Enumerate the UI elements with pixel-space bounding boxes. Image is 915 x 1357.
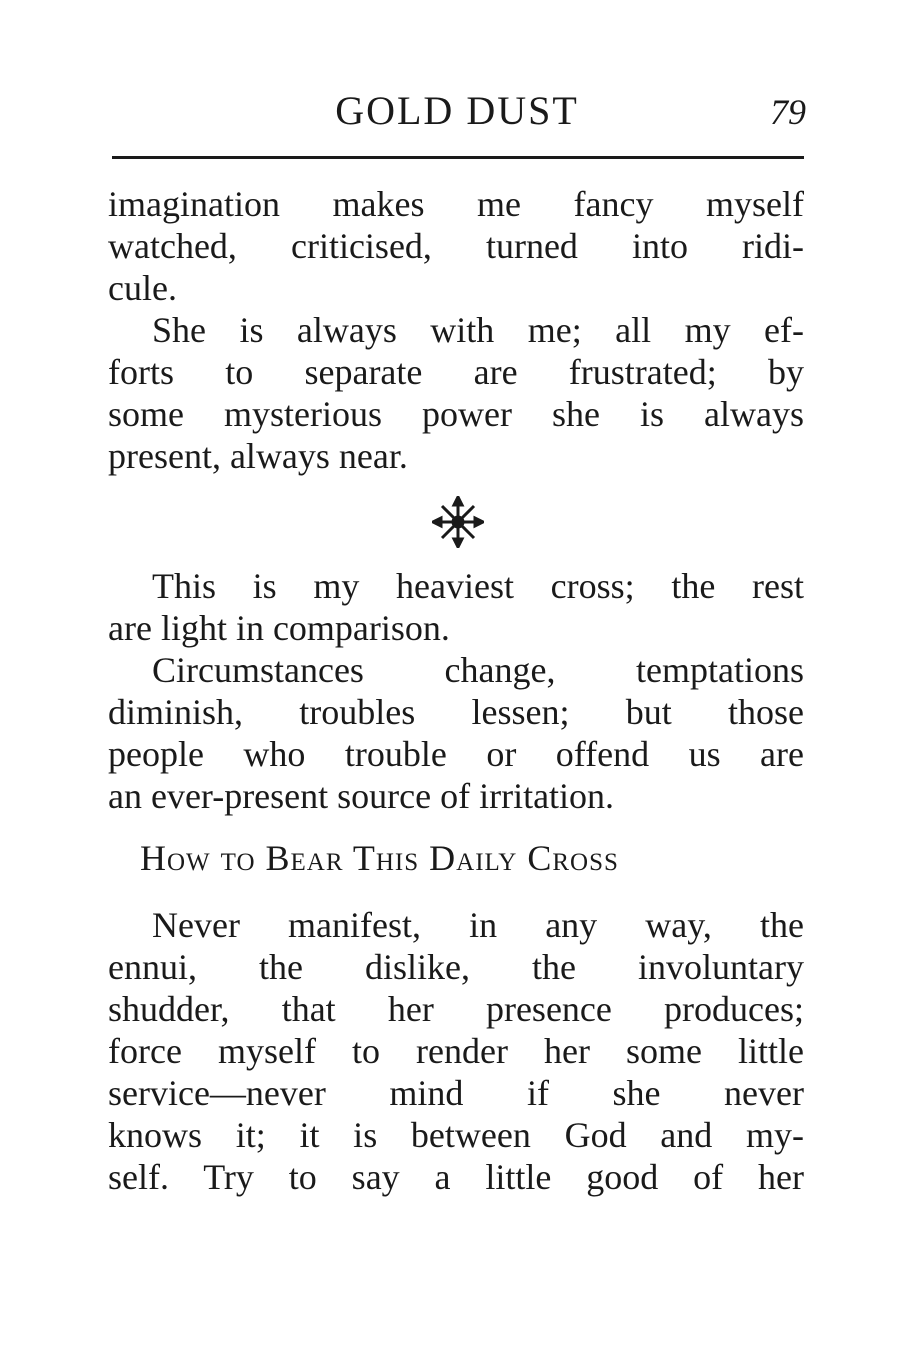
text-line: forts to separate are frustrated; by <box>108 352 804 392</box>
page-number: 79 <box>770 92 806 132</box>
asterism-icon <box>432 496 484 548</box>
paragraph-block-middle <box>108 565 804 817</box>
text-line: force myself to render her some little <box>108 1031 804 1071</box>
text-line: some mysterious power she is always <box>108 394 804 434</box>
ornament-icon <box>0 496 915 552</box>
page-title: GOLD DUST <box>335 88 579 133</box>
running-head <box>108 88 806 138</box>
header-rule <box>112 156 804 159</box>
text-line: cule. <box>108 268 177 308</box>
text-line: imagination makes me fancy myself <box>108 184 804 224</box>
text-line: Circumstances change, temptations <box>152 650 804 690</box>
text-line: This is my heaviest cross; the rest <box>152 566 804 606</box>
paragraph-block-bottom <box>108 904 804 1198</box>
text-line: service—never mind if she never <box>108 1073 804 1113</box>
text-line: people who trouble or offend us are <box>108 734 804 774</box>
text-line: are light in comparison. <box>108 608 450 648</box>
text-line: diminish, troubles lessen; but those <box>108 692 804 732</box>
text-line: watched, criticised, turned into ridi- <box>108 226 804 266</box>
text-line: shudder, that her presence produces; <box>108 989 804 1029</box>
paragraph-block-top <box>108 183 804 477</box>
text-line: present, always near. <box>108 436 408 476</box>
text-line: She is always with me; all my ef- <box>152 310 804 350</box>
section-heading: How to Bear This Daily Cross <box>140 838 619 878</box>
text-line: knows it; it is between God and my- <box>108 1115 804 1155</box>
text-line: Never manifest, in any way, the <box>152 905 804 945</box>
text-line: an ever-present source of irritation. <box>108 776 615 816</box>
text-line: self. Try to say a little good of her <box>108 1157 804 1197</box>
text-line: ennui, the dislike, the involuntary <box>108 947 804 987</box>
